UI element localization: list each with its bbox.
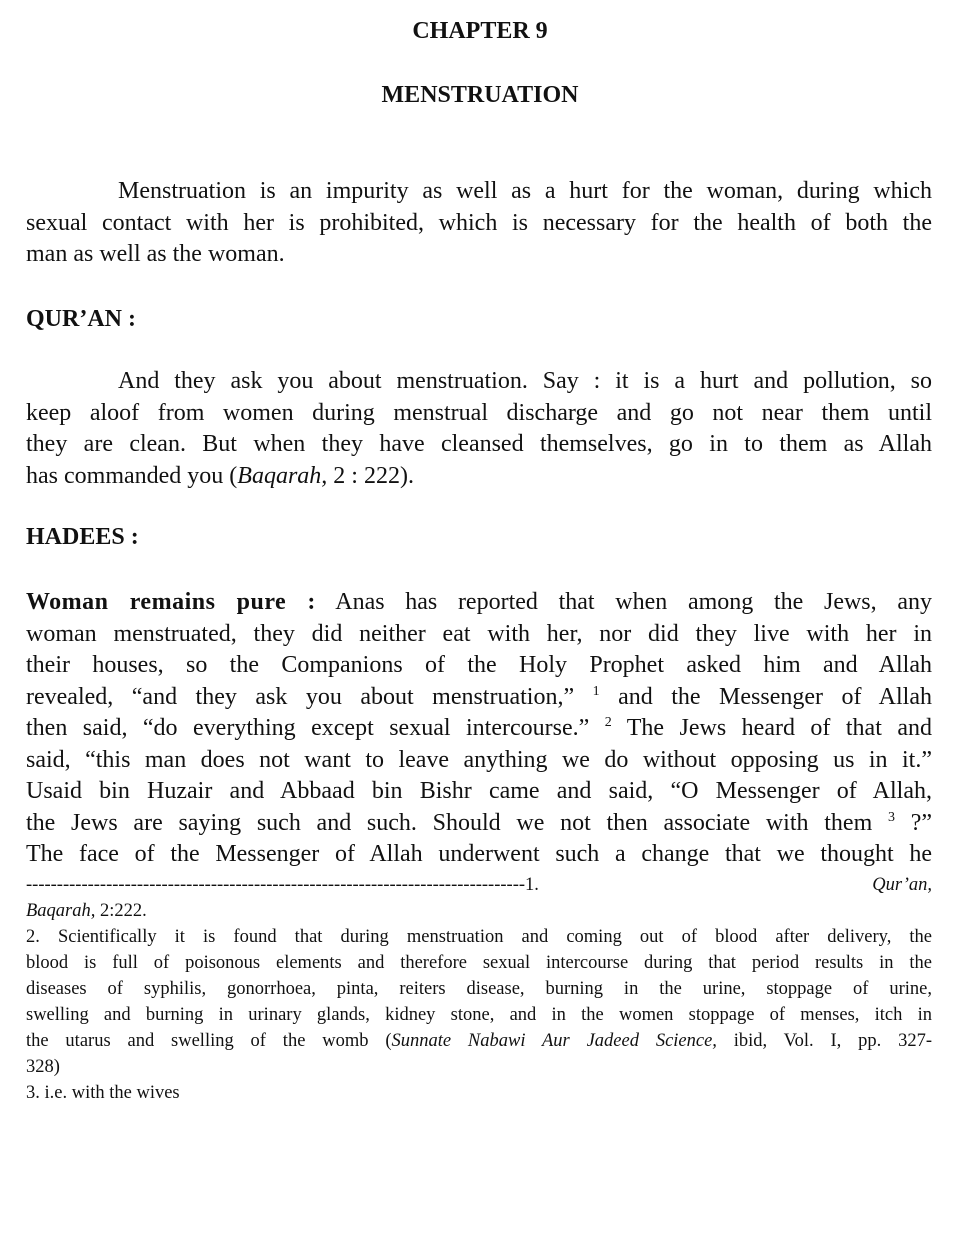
footnotes-line xyxy=(26,872,932,898)
text-segment: 2. Scientifically it is found that during menstruation and coming out of blood after delivery, the xyxy=(26,927,932,947)
footnotes-line xyxy=(26,898,932,924)
text-segment: 328) xyxy=(26,1057,60,1077)
text-segment: Qur’an, xyxy=(872,875,932,895)
text-segment: Woman remains pure : xyxy=(26,589,316,615)
text-segment: Baqarah, xyxy=(237,462,328,489)
quran-line xyxy=(26,461,932,493)
hadees-heading: HADEES : xyxy=(26,524,139,550)
quran-line xyxy=(26,429,932,461)
intro-line xyxy=(26,239,932,271)
text-segment: Usaid bin Huzair and Abbaad bin Bishr came and said, “O Messenger of Allah, xyxy=(26,778,932,804)
text-segment: woman menstruated, they did neither eat with her, nor did they live with her in xyxy=(26,620,932,647)
quran-line xyxy=(26,366,932,398)
hadees-line xyxy=(26,808,932,840)
footnotes-line xyxy=(26,1002,932,1028)
hadees-line xyxy=(26,587,932,619)
footnote-ref: 3 xyxy=(887,809,895,825)
footnotes-line xyxy=(26,1080,932,1106)
text-segment: Menstruation is an impurity as well as a hurt for the woman, during which xyxy=(118,178,932,204)
footnotes xyxy=(26,872,932,1106)
hadees-line xyxy=(26,619,932,651)
quran-paragraph xyxy=(26,366,932,492)
text-segment: they are clean. But when they have cleansed themselves, go in to them as Allah xyxy=(26,431,932,457)
footnotes-line xyxy=(26,924,932,950)
text-segment: Sunnate Nabawi Aur Jadeed Science, xyxy=(391,1031,717,1051)
text-segment: revealed, “and they ask you about menstruation,” xyxy=(26,683,593,710)
chapter-number: CHAPTER 9 xyxy=(412,18,548,44)
text-segment: blood is full of poisonous elements and therefore sexual intercourse during that period results in the xyxy=(26,953,932,973)
text-segment: ibid, Vol. I, pp. 327- xyxy=(716,1031,932,1051)
text-segment: The Jews heard of that and xyxy=(611,715,932,741)
text-segment: 2:222. xyxy=(95,901,147,921)
hadees-line xyxy=(26,839,932,871)
footnotes-line xyxy=(26,976,932,1002)
text-segment: and the Messenger of Allah xyxy=(599,683,932,710)
quran-heading: QUR’AN : xyxy=(26,306,136,332)
text-segment: And they ask you about menstruation. Say : it is a hurt and pollution, so xyxy=(118,368,932,394)
text-segment: Baqarah, xyxy=(26,901,96,921)
hadees-line xyxy=(26,682,932,714)
text-segment: then said, “do everything except sexual intercourse.” xyxy=(26,715,605,741)
text-segment: keep aloof from women during menstrual discharge and go not near them until xyxy=(26,399,932,426)
text-segment: The face of the Messenger of Allah underwent such a change that we thought he xyxy=(26,841,932,867)
text-segment: 2 : 222). xyxy=(327,462,414,489)
footnotes-line xyxy=(26,1028,932,1054)
hadees-line xyxy=(26,650,932,682)
intro-line xyxy=(26,176,932,208)
text-segment: the Jews are saying such and such. Should we not then associate with them xyxy=(26,809,888,836)
text-segment: ?” xyxy=(894,809,932,836)
text-segment: swelling and burning in urinary glands, kidney stone, and in the women stoppage of menses, itch in xyxy=(26,1005,932,1025)
footnote-ref: 2 xyxy=(604,715,612,730)
footnote-ref: 1 xyxy=(592,683,600,699)
intro-line xyxy=(26,208,932,240)
text-segment: man as well as the woman. xyxy=(26,241,285,267)
hadees-paragraph xyxy=(26,587,932,871)
text-segment: ---------------------------------------------------------------------------------1. xyxy=(26,875,873,895)
text-segment: has commanded you ( xyxy=(26,462,238,489)
text-segment: their houses, so the Companions of the Holy Prophet asked him and Allah xyxy=(26,652,932,678)
footnotes-line xyxy=(26,950,932,976)
hadees-line xyxy=(26,776,932,808)
chapter-title: MENSTRUATION xyxy=(381,82,579,108)
text-segment: 3. i.e. with the wives xyxy=(26,1083,180,1103)
quran-line xyxy=(26,398,932,430)
intro-paragraph xyxy=(26,176,932,271)
text-segment: diseases of syphilis, gonorrhoea, pinta, reiters disease, burning in the urine, stoppage of urine, xyxy=(26,979,932,999)
text-segment: the utarus and swelling of the womb ( xyxy=(26,1031,392,1051)
hadees-line xyxy=(26,745,932,777)
footnotes-line xyxy=(26,1054,932,1080)
text-segment: sexual contact with her is prohibited, which is necessary for the health of both the xyxy=(26,209,932,236)
hadees-line xyxy=(26,713,932,745)
text-segment: Anas has reported that when among the Jews, any xyxy=(315,589,932,615)
text-segment: said, “this man does not want to leave anything we do without opposing us in it.” xyxy=(26,746,932,773)
